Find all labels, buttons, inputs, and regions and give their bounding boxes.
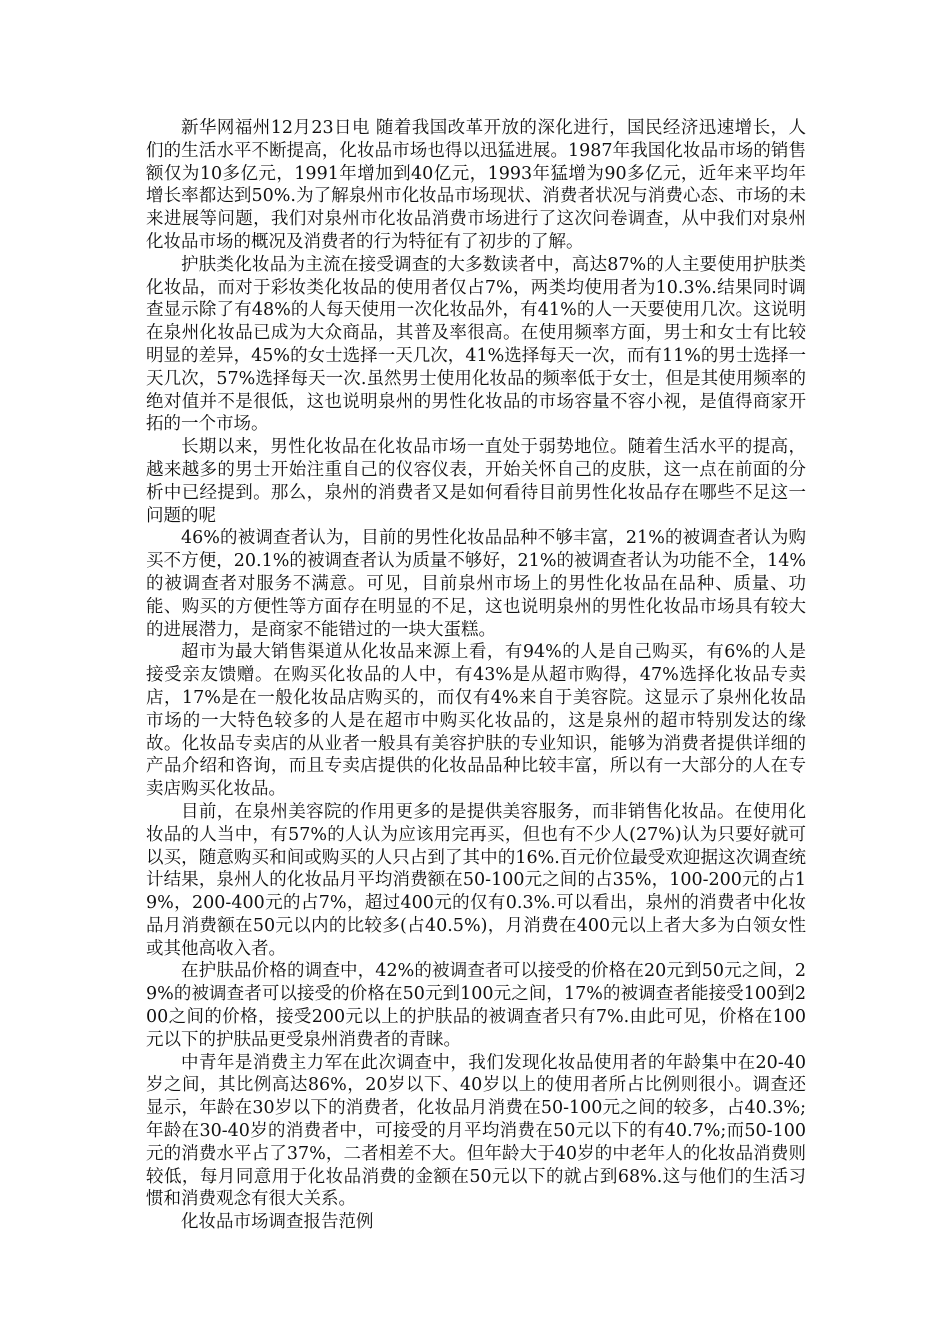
- paragraph-intro: 新华网福州12月23日电 随着我国改革开放的深化进行，国民经济迅速增长，人们的生活水平不断提高，化妆品市场也得以迅猛进展。1987年我国化妆品市场的销售额仅为10多亿元，1991年增加到40亿元，1993年猛增为90多亿元，近年来平均年增长率都达到50%.为了解泉州市化妆品市场现状、消费者状况与消费心态、市场的未来进展等问题，我们对泉州市化妆品消费市场进行了这次问卷调查，从中我们对泉州化妆品市场的概况及消费者的行为特征有了初步的了解。: [146, 118, 806, 252]
- paragraph-age-groups: 中青年是消费主力军在此次调查中，我们发现化妆品使用者的年龄集中在20-40岁之间，其比例高达86%，20岁以下、40岁以上的使用者所占比例则很小。调查还显示，年龄在30岁以下的消费者，化妆品月消费在50-100元之间的较多，占40.3%;年龄在30-40岁的消费者中，可接受的月平均消费在50元以下的有40.7%;而50-100元的消费水平占了37%，二者相差不大。但年龄大于40岁的中老年人的化妆品消费则较低，每月同意用于化妆品消费的金额在50元以下的就占到68%.这与他们的生活习惯和消费观念有很大关系。: [146, 1052, 806, 1210]
- paragraph-closing-title: 化妆品市场调查报告范例: [181, 1212, 374, 1233]
- paragraph-sales-channels: 超市为最大销售渠道从化妆品来源上看，有94%的人是自己购买，有6%的人是接受亲友馈赠。在购买化妆品的人中，有43%是从超市购得，47%选择化妆品专卖店，17%是在一般化妆品店购买的，而仅有4%来自于美容院。这显示了泉州化妆品市场的一大特色较多的人是在超市中购买化妆品的，这是泉州的超市特别发达的缘故。化妆品专卖店的从业者一般具有美容护肤的专业知识，能够为消费者提供详细的产品介绍和咨询，而且专卖店提供的化妆品品种比较丰富，所以有一大部分的人在专卖店购买化妆品。: [146, 642, 806, 800]
- paragraph-price-acceptance: 在护肤品价格的调查中，42%的被调查者可以接受的价格在20元到50元之间，29%的被调查者可以接受的价格在50元到100元之间，17%的被调查者能接受100到200之间的价格，接受200元以上的护肤品的被调查者只有7%.由此可见，价格在100元以下的护肤品更受泉州消费者的青睐。: [146, 961, 806, 1050]
- paragraph-male-shortcomings: 46%的被调查者认为，目前的男性化妆品品种不够丰富，21%的被调查者认为购买不方便，20.1%的被调查者认为质量不够好，21%的被调查者认为功能不全，14%的被调查者对服务不满意。可见，目前泉州市场上的男性化妆品在品种、质量、功能、购买的方便性等方面存在明显的不足，这也说明泉州的男性化妆品市场具有较大的进展潜力，是商家不能错过的一块大蛋糕。: [146, 528, 806, 640]
- paragraph-spending: 目前，在泉州美容院的作用更多的是提供美容服务，而非销售化妆品。在使用化妆品的人当中，有57%的人认为应该用完再买，但也有不少人(27%)认为只要好就可以买，随意购买和间或购买的人只占到了其中的16%.百元价位最受欢迎据这次调查统计结果，泉州人的化妆品月平均消费额在50-100元之间的占35%，100-200元的占19%，200-400元的占7%，超过400元的仅有0.3%.可以看出，泉州的消费者中化妆品月消费额在50元以内的比较多(占40.5%)，月消费在400元以上者大多为白领女性或其他高收入者。: [146, 801, 806, 959]
- document-page: [146, 117, 806, 1234]
- paragraph-skincare-mainstream: 护肤类化妆品为主流在接受调查的大多数读者中，高达87%的人主要使用护肤类化妆品，而对于彩妆类化妆品的使用者仅占7%，两类均使用者为10.3%.结果同时调查显示除了有48%的人每天使用一次化妆品外，有41%的人一天要使用几次。这说明在泉州化妆品已成为大众商品，其普及率很高。在使用频率方面，男士和女士有比较明显的差异，45%的女士选择一天几次，41%选择每天一次，而有11%的男士选择一天几次，57%选择每天一次.虽然男士使用化妆品的频率低于女士，但是其使用频率的绝对值并不是很低，这也说明泉州的男性化妆品的市场容量不容小视，是值得商家开拓的一个市场。: [146, 254, 806, 435]
- paragraph-male-cosmetics: 长期以来，男性化妆品在化妆品市场一直处于弱势地位。随着生活水平的提高，越来越多的男士开始注重自己的仪容仪表，开始关怀自己的皮肤，这一点在前面的分析中已经提到。那么，泉州的消费者又是如何看待目前男性化妆品存在哪些不足这一问题的呢: [146, 437, 806, 526]
